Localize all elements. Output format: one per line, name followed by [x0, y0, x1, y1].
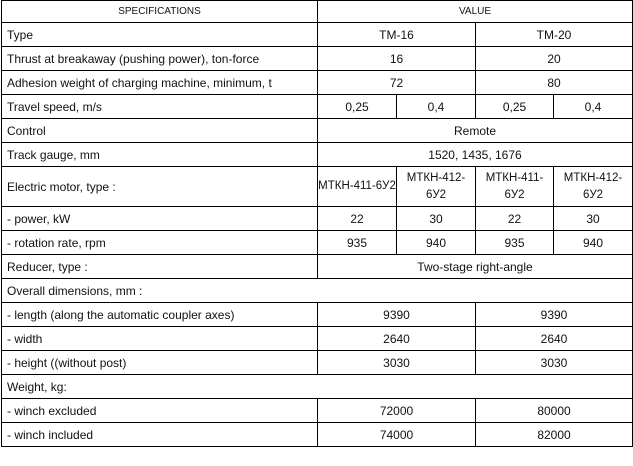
cell-value: 3030 [318, 351, 476, 375]
cell-value: 0,4 [397, 95, 476, 119]
cell-value: 72 [318, 71, 476, 95]
cell-value: 30 [554, 207, 633, 231]
cell-value: 2640 [476, 327, 633, 351]
table-row [2, 71, 633, 95]
row-label: - width [2, 327, 318, 351]
cell-value: 0,4 [554, 95, 633, 119]
cell-value: 82000 [476, 423, 633, 447]
cell-value: 940 [397, 231, 476, 255]
cell-value: 9390 [476, 303, 633, 327]
specifications-table [1, 0, 633, 447]
cell-value: 935 [476, 231, 554, 255]
row-label: - winch excluded [2, 399, 318, 423]
value-header: VALUE [318, 1, 633, 23]
table-row [2, 167, 633, 207]
row-label: - length (along the automatic coupler axes) [2, 303, 318, 327]
cell-value: 80000 [476, 399, 633, 423]
cell-value: TM-20 [476, 23, 633, 47]
cell-value: Remote [318, 119, 633, 143]
cell-value: 22 [318, 207, 397, 231]
table-row [2, 255, 633, 279]
cell-value: 935 [318, 231, 397, 255]
cell-value: МТКН-412-6У2 [397, 167, 476, 207]
specifications-header: SPECIFICATIONS [2, 1, 318, 23]
cell-value: TM-16 [318, 23, 476, 47]
cell-value: 74000 [318, 423, 476, 447]
cell-value: 20 [476, 47, 633, 71]
cell-value: 2640 [318, 327, 476, 351]
table-row [2, 231, 633, 255]
cell-value: МТКН-411-6У2 [318, 167, 397, 207]
cell-value: МТКН-411-6У2 [476, 167, 554, 207]
cell-value: 0,25 [318, 95, 397, 119]
table-row [2, 303, 633, 327]
table-row [2, 423, 633, 447]
section-label: Weight, kg: [2, 375, 633, 399]
cell-value: 80 [476, 71, 633, 95]
cell-value: 940 [554, 231, 633, 255]
cell-value: 1520, 1435, 1676 [318, 143, 633, 167]
table-row [2, 399, 633, 423]
row-label: - power, kW [2, 207, 318, 231]
table-row [2, 327, 633, 351]
cell-value: Two-stage right-angle [318, 255, 633, 279]
cell-value: МТКН-412-6У2 [554, 167, 633, 207]
row-label: Thrust at breakaway (pushing power), ton-force [2, 47, 318, 71]
table-row [2, 95, 633, 119]
row-label: Reducer, type : [2, 255, 318, 279]
table-row [2, 207, 633, 231]
row-label: Travel speed, m/s [2, 95, 318, 119]
row-label: - winch included [2, 423, 318, 447]
table-row [2, 23, 633, 47]
row-label: Track gauge, mm [2, 143, 318, 167]
table-row [2, 351, 633, 375]
row-label: - height ((without post) [2, 351, 318, 375]
cell-value: 16 [318, 47, 476, 71]
header-row [2, 1, 633, 23]
row-label: Control [2, 119, 318, 143]
cell-value: 72000 [318, 399, 476, 423]
cell-value: 3030 [476, 351, 633, 375]
cell-value: 22 [476, 207, 554, 231]
row-label: Type [2, 23, 318, 47]
table-row [2, 143, 633, 167]
cell-value: 30 [397, 207, 476, 231]
cell-value: 9390 [318, 303, 476, 327]
row-label: - rotation rate, rpm [2, 231, 318, 255]
table-row [2, 119, 633, 143]
table-row [2, 375, 633, 399]
row-label: Electric motor, type : [2, 167, 318, 207]
table-row [2, 47, 633, 71]
table-row [2, 279, 633, 303]
section-label: Overall dimensions, mm : [2, 279, 633, 303]
cell-value: 0,25 [476, 95, 554, 119]
row-label: Adhesion weight of charging machine, minimum, t [2, 71, 318, 95]
